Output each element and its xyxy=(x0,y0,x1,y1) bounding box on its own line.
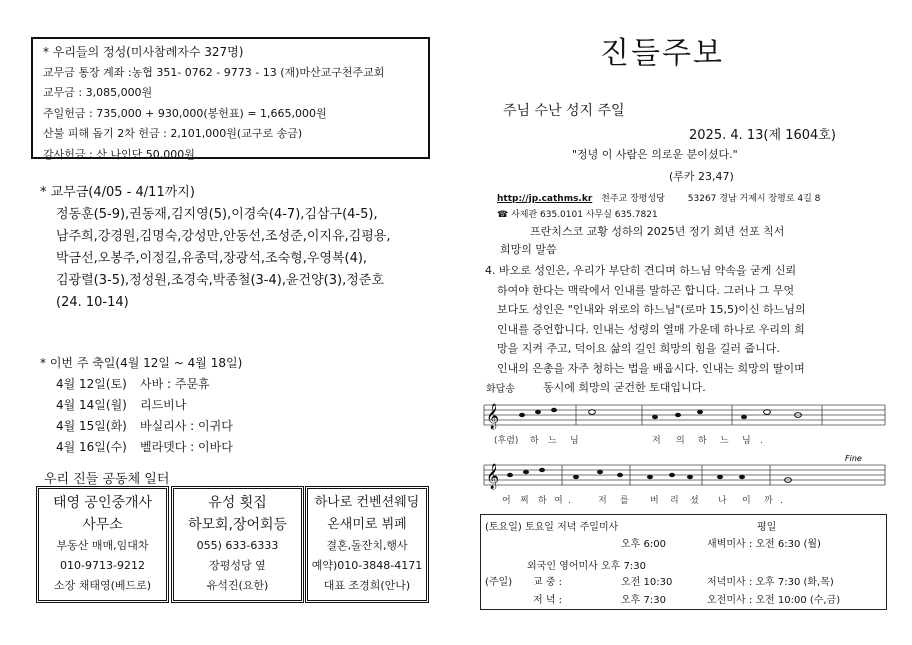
message-paragraph: 4. 바오로 성인은, 우리가 부단히 견디며 하느님 약속을 굳게 신뢰 하여야 한다는 맥락에서 인내를 말하곤 합니다. 그러나 그 무엇 보다도 성인은 "인내와 위로의 하느님"(로마 15,5)이신 하느님의 인내를 증언합니다. 인내는 성령의 열매 가운데 하나로 우리의 희 망을 지켜 주고, 덕이요 삶의 길인 희망의 힘을 길러 줍니다. 인내의 은총을 자주 청하는 법을 배웁시다. 인내는 희망의 딸이며 동시에 희망의 굳건한 토대입니다. xyxy=(485,264,806,394)
notes-line-1 xyxy=(519,408,801,419)
feast-item: 4월 16일(수) 벨라뎃다 : 이바다 xyxy=(56,440,233,454)
message-title: 프란치스코 교황 성하의 2025년 정기 희년 선포 칙서 xyxy=(530,225,785,238)
staff-2 xyxy=(484,465,885,485)
feast-item: 4월 15일(화) 바실리사 : 이귀다 xyxy=(56,419,233,433)
psalm-label: 화답송 xyxy=(486,384,515,395)
treble-clef-icon: 𝄞 xyxy=(486,404,500,429)
tithe-list-line-3: 박금선,오봉주,이정길,유종덕,장광석,조숙형,우영복(4), xyxy=(56,251,368,266)
message-subtitle: 희망의 말씀 xyxy=(500,243,557,256)
community-title: 우리 진들 공동체 일터 xyxy=(44,472,170,487)
ad-realestate: 태영 공인중개사 사무소 부동산 매매,임대차 010-9713-9212 소장 채태영(베드로) xyxy=(36,486,169,603)
evening-weekday-mass: 저녁미사 : 오후 7:30 (화,목) xyxy=(707,577,834,588)
gospel-quote: "정녕 이 사람은 의로운 분이셨다." xyxy=(572,148,738,161)
tithe-list-heading: * 교무금(4/05 - 4/11까지) xyxy=(40,185,195,200)
ad-wedding: 하나로 컨벤션웨딩 온새미로 뷔페 결혼,돌잔치,행사 예약)010-3848-4171 대표 조경희(안나) xyxy=(305,486,429,603)
wildfire-offering: 산불 피해 돕기 2차 헌금 : 2,101,000원(교구로 송금) xyxy=(43,127,303,140)
dawn-mass: 새벽미사 : 오전 6:30 (월) xyxy=(707,539,821,550)
bank-account: 교무금 통장 계좌 :농협 351- 0762 - 9773 - 13 (재)마산교구천주교회 xyxy=(43,65,385,79)
saturday-mass-label: (토요일) 토요일 저녁 주일미사 xyxy=(485,522,619,533)
website-link[interactable]: http://jp.cathms.kr xyxy=(497,194,593,204)
offering-heading: * 우리들의 정성(미사참례자수 327명) xyxy=(43,45,244,59)
feast-list xyxy=(56,374,233,458)
sunday-label: (주일) xyxy=(485,577,513,588)
evening-mass-label: 저 녁 : xyxy=(533,595,563,606)
main-mass-label: 교 중 : xyxy=(533,577,563,588)
mass-schedule xyxy=(480,514,887,610)
tithe-list-line-1: 정동훈(5-9),권동재,김지영(5),이경숙(4-7),김삼구(4-5), xyxy=(56,207,378,222)
saturday-mass-time: 오후 6:00 xyxy=(621,539,666,550)
feast-item: 4월 12일(토) 사바 : 주문휴 xyxy=(56,377,210,391)
lyrics-line-1: (후렴) 하 느 님 저 의 하 느 님 . xyxy=(494,436,763,446)
ad-restaurant: 유성 횟집 하모회,장어회등 055) 633-6333 장평성당 옆 유석진(요한) xyxy=(171,486,304,603)
contact-line: http://jp.cathms.kr 천주교 장평성당 53267 경남 거제시 장평로 4길 8 xyxy=(497,194,821,204)
gospel-ref: (루카 23,47) xyxy=(669,170,734,183)
phone-line: ☎ 사제관 635.0101 사무실 635.7821 xyxy=(497,210,658,220)
sunday-offering: 주일헌금 : 735,000 + 930,000(봉헌표) = 1,665,000원 xyxy=(43,106,327,120)
staff-1 xyxy=(484,405,885,425)
tithe-list-line-4: 김광렬(3-5),정성원,조경숙,박종철(3-4),윤건양(3),정준호 xyxy=(56,273,384,288)
lyrics-line-2: 어 찌 하 여 . 저 를 버 리 셨 나 이 까 . xyxy=(502,496,783,506)
weekday-label: 평일 xyxy=(757,522,777,533)
evening-mass-time: 오후 7:30 xyxy=(621,595,666,606)
morning-weekday-mass: 오전미사 : 오전 10:00 (수,금) xyxy=(707,595,841,606)
psalm-score xyxy=(480,393,890,513)
foreign-mass: 외국인 영어미사 오후 7:30 xyxy=(527,561,646,572)
thanks-offering: 감사헌금 : 산 나인단 50,000원 xyxy=(43,147,195,161)
tithe-total: 교무금 : 3,085,000원 xyxy=(43,86,153,99)
issue-date: 2025. 4. 13(제 1604호) xyxy=(689,128,836,143)
fine-marking: Fine xyxy=(845,454,862,463)
feast-heading: * 이번 주 축일(4월 12일 ~ 4월 18일) xyxy=(40,356,243,370)
main-mass-time: 오전 10:30 xyxy=(621,577,673,588)
feast-item: 4월 14일(월) 리드비나 xyxy=(56,398,187,412)
tithe-list-line-5: (24. 10-14) xyxy=(56,295,129,310)
offering-box xyxy=(31,37,430,159)
treble-clef-icon: 𝄞 xyxy=(486,464,500,489)
bulletin-title: 진들주보 xyxy=(600,36,724,71)
tithe-list-line-2: 남주희,강경원,김명숙,강성만,안동선,조성준,이지유,김평용, xyxy=(56,229,391,244)
liturgical-sunday: 주님 수난 성지 주일 xyxy=(503,103,625,119)
